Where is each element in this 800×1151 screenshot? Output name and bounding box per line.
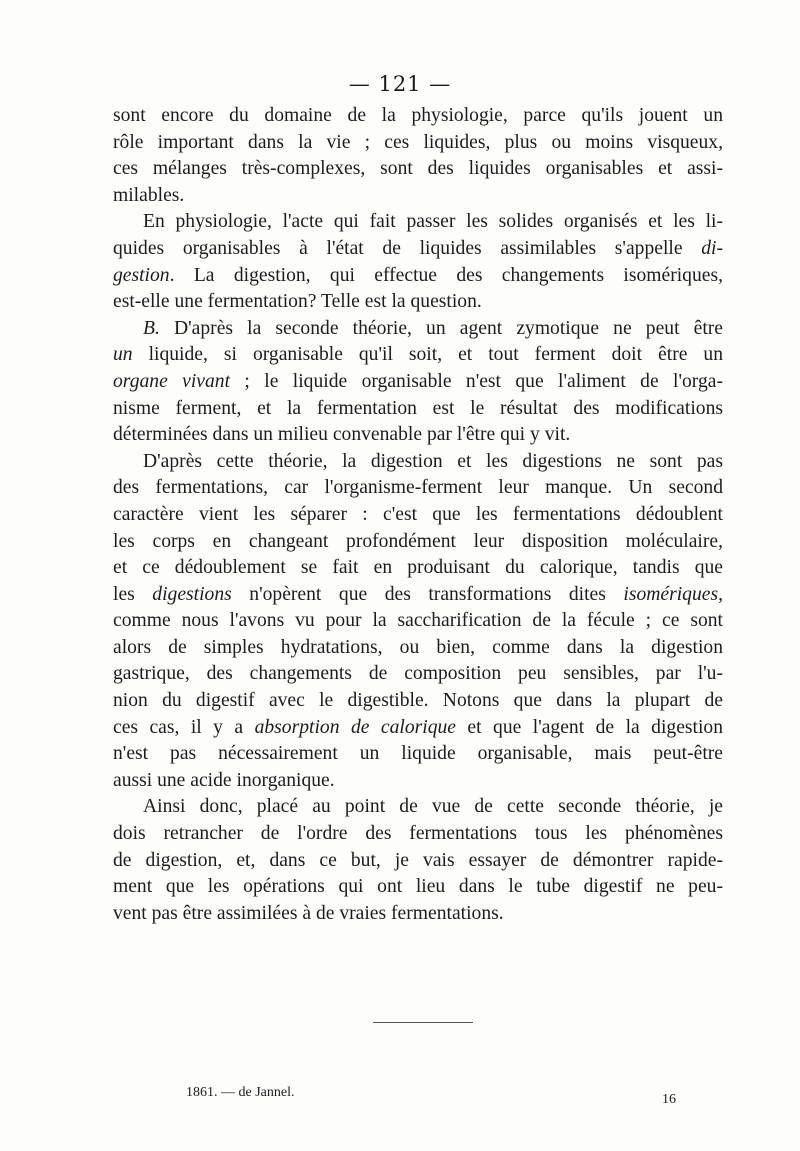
text-line: gestion. La digestion, qui effectue des changements isomériques, xyxy=(113,264,723,286)
text-line: sont encore du domaine de la physiologie, parce qu'ils jouent un xyxy=(113,105,723,126)
text-line: En physiologie, l'acte qui fait passer les solides organisés et les li- xyxy=(143,211,723,233)
text-line: alors de simples hydratations, ou bien, comme dans la digestion xyxy=(113,636,723,658)
text-line: Ainsi donc, placé au point de vue de cette seconde théorie, je xyxy=(143,796,723,818)
text-line: n'est pas nécessairement un liquide organisable, mais peut-être xyxy=(113,743,723,765)
text-line: rôle important dans la vie ; ces liquides, plus ou moins visqueux, xyxy=(113,131,723,153)
text-line: nion du digestif avec le digestible. Notons que dans la plupart de xyxy=(113,690,723,712)
divider-rule xyxy=(373,1022,473,1023)
text-line: et ce dédoublement se fait en produisant du calorique, tandis que xyxy=(113,557,723,579)
signature-number: 16 xyxy=(662,1092,676,1107)
text-line: B. D'après la seconde théorie, un agent zymotique ne peut être xyxy=(143,317,723,339)
text-line: quides organisables à l'état de liquides assimilables s'appelle di- xyxy=(113,237,723,259)
text-line: aussi une acide inorganique. xyxy=(113,769,335,791)
page-number: — 121 — xyxy=(348,72,452,96)
text-line: ment que les opérations qui ont lieu dans le tube digestif ne peu- xyxy=(113,876,723,898)
text-line: vent pas être assimilées à de vraies fermentations. xyxy=(113,902,504,924)
text-line: déterminées dans un milieu convenable par l'être qui y vit. xyxy=(113,424,571,446)
text-line: organe vivant ; le liquide organisable n'est que l'aliment de l'orga- xyxy=(113,370,724,392)
text-line: les corps en changeant profondément leur disposition moléculaire, xyxy=(113,530,723,552)
text-line: des fermentations, car l'organisme-ferment leur manque. Un second xyxy=(113,477,723,499)
body-text xyxy=(113,103,723,927)
text-line: comme nous l'avons vu pour la saccharification de la fécule ; ce sont xyxy=(113,610,723,632)
text-line: milables. xyxy=(113,184,185,206)
text-line: dois retrancher de l'ordre des fermentations tous les phénomènes xyxy=(113,823,723,845)
text-line: D'après cette théorie, la digestion et les digestions ne sont pas xyxy=(143,450,723,472)
text-line: nisme ferment, et la fermentation est le résultat des modifications xyxy=(113,397,723,419)
text-line: de digestion, et, dans ce but, je vais essayer de démontrer rapide- xyxy=(113,849,723,871)
text-line: caractère vient les séparer : c'est que les fermentations dédoublent xyxy=(113,503,723,525)
text-line: ces mélanges très-complexes, sont des liquides organisables et assi- xyxy=(113,158,723,180)
text-line: ces cas, il y a absorption de calorique et que l'agent de la digestion xyxy=(113,716,723,738)
text-line: gastrique, des changements de composition peu sensibles, par l'u- xyxy=(113,663,723,685)
text-line: les digestions n'opèrent que des transformations dites isomériques, xyxy=(113,583,723,605)
text-line: est-elle une fermentation? Telle est la question. xyxy=(113,291,482,313)
text-line: un liquide, si organisable qu'il soit, et tout ferment doit être un xyxy=(113,344,723,366)
footer-imprint: 1861. — de Jannel. xyxy=(186,1085,295,1100)
